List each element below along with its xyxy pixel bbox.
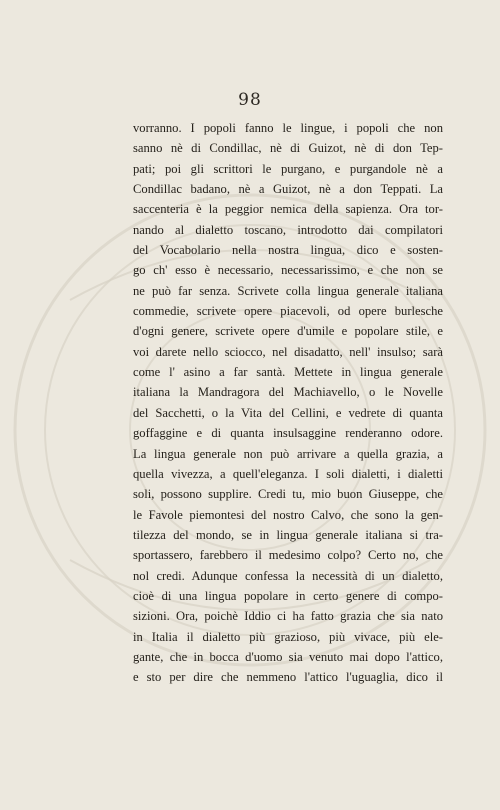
- text-line: sportassero, farebbero il medesimo colpo? Certo no, che: [133, 548, 443, 563]
- text-line: del Vocabolario nella nostra lingua, dico e sosten-: [133, 243, 443, 258]
- text-line: voi darete nello sciocco, nel disadatto, nell' insulso; sarà: [133, 344, 443, 359]
- text-line: saccenteria è la peggior nemica della sapienza. Ora tor-: [133, 202, 443, 217]
- text-line: ne può far senza. Scrivete colla lingua generale italiana: [133, 283, 443, 298]
- text-line: le Favole piemontesi del nostro Calvo, che sono la gen-: [133, 507, 443, 522]
- text-line: commedie, scrivete opere piacevoli, od opere burlesche: [133, 304, 443, 319]
- text-line: quella vivezza, a quell'eleganza. I soli dialetti, i dialetti: [133, 466, 443, 481]
- text-line: come l' asino a far santà. Mettete in lingua generale: [133, 365, 443, 380]
- page-number: 98: [238, 90, 262, 110]
- text-line: Condillac badano, nè a Guizot, nè a don Teppati. La: [133, 182, 443, 197]
- text-line: vorranno. I popoli fanno le lingue, i popoli che non: [133, 121, 443, 135]
- text-line: cioè di una lingua popolare in certo genere di compo-: [133, 588, 443, 603]
- body-text: [133, 118, 443, 688]
- text-line: nol credi. Adunque confessa la necessità di un dialetto,: [133, 568, 443, 583]
- text-line: nando al dialetto toscano, introdotto dai compilatori: [133, 222, 443, 237]
- text-line: del Sacchetti, o la Vita del Cellini, e vedrete di quanta: [133, 405, 443, 420]
- text-line: sanno nè di Condillac, nè di Guizot, nè di don Tep-: [133, 141, 443, 156]
- text-line: e sto per dire che nemmeno l'attico l'uguaglia, dico il: [133, 670, 443, 685]
- text-line: gante, che in bocca d'uomo sia venuto mai dopo l'attico,: [133, 649, 443, 664]
- text-line: sizioni. Ora, poichè Iddio ci ha fatto grazia che sia nato: [133, 609, 443, 624]
- text-line: pati; poi gli scrittori le purgano, e purgandole nè a: [133, 161, 443, 176]
- text-line: d'ogni genere, scrivete opere d'umile e popolare stile, e: [133, 324, 443, 339]
- text-line: soli, possono supplire. Credi tu, mio buon Giuseppe, che: [133, 487, 443, 502]
- text-line: italiana la Mandragora del Machiavello, o le Novelle: [133, 385, 443, 400]
- text-line: tilezza del mondo, se in lingua generale italiana si tra-: [133, 527, 443, 542]
- text-line: go ch' esso è necessario, necessarissimo, e che non se: [133, 263, 443, 278]
- text-line: La lingua generale non può arrivare a quella grazia, a: [133, 446, 443, 461]
- text-line: in Italia il dialetto più grazioso, più vivace, più ele-: [133, 629, 443, 644]
- text-line: goffaggine e di quanta insulsaggine renderanno odore.: [133, 426, 443, 441]
